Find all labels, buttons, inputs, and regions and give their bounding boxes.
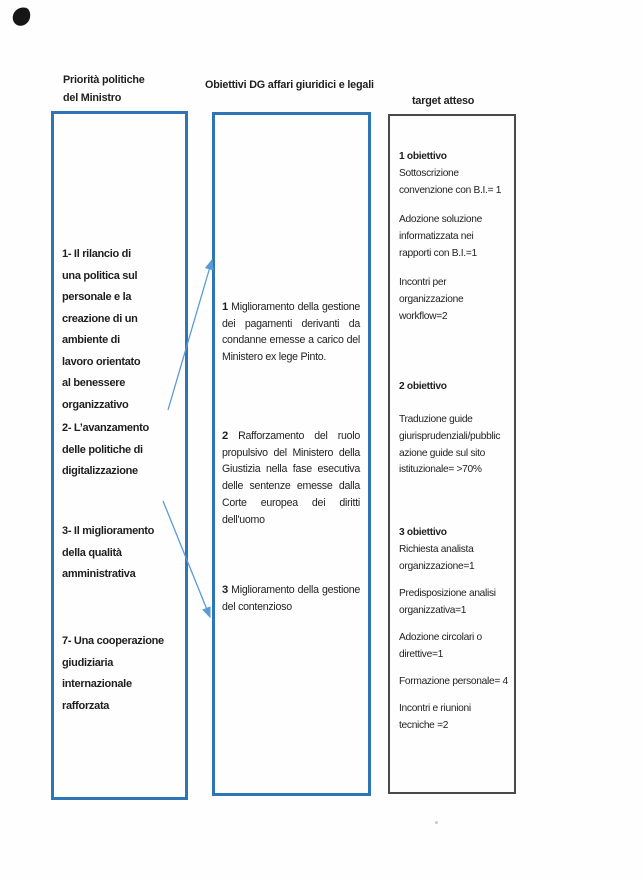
- target-section: 3 obiettivo Richiesta analista organizzazione=1: [399, 527, 475, 572]
- column-header-target: target atteso: [412, 95, 475, 107]
- obiettivi-box: [212, 112, 371, 796]
- target-section: Adozione circolari o direttive=1: [399, 632, 482, 660]
- priority-item: 3- Il miglioramento della qualità amministrativa: [62, 525, 155, 580]
- priority-item: 1- Il rilancio di una politica sul personale e la creazione di un ambiente di lavoro orientato al benessere organizzativo: [62, 248, 141, 411]
- target-section: Traduzione guide giurisprudenziali/pubblic azione guide sul sito istituzionale= >70%: [399, 414, 501, 476]
- priority-item: 7- Una cooperazione giudiziaria internazionale rafforzata: [62, 635, 164, 712]
- priorita-politiche-box: [51, 111, 188, 800]
- header-line: del Ministro: [63, 92, 122, 104]
- target-section: 1 obiettivo Sottoscrizione convenzione con B.I.= 1: [399, 151, 502, 196]
- objective-number: 2: [222, 430, 228, 442]
- target-atteso-box: [388, 114, 516, 794]
- scan-ink-smudge: [11, 5, 32, 28]
- objective-number: 1: [222, 301, 228, 313]
- objective-item: 2 Rafforzamento del ruolo propulsivo del Ministero della Giustizia nella fase esecutiva delle sentenze emesse dalla Corte europea dei diritti dell'uomo: [222, 430, 360, 526]
- objective-item: 1 Miglioramento della gestione dei pagamenti derivanti da condanne emesse a carico del Ministero ex lege Pinto.: [222, 301, 360, 364]
- target-section: 2 obiettivo: [399, 381, 447, 392]
- header-line: Priorità politiche: [63, 74, 145, 86]
- target-section: Adozione soluzione informatizzata nei rapporti con B.I.=1: [399, 214, 482, 259]
- objective-item: 3 Miglioramento della gestione del contenzioso: [222, 584, 360, 613]
- target-section: Predisposizione analisi organizzativa=1: [399, 588, 496, 616]
- objective-number: 3: [222, 584, 228, 596]
- column-header-priorita: [63, 71, 145, 107]
- scan-speck: [435, 821, 438, 824]
- target-section: Incontri per organizzazione workflow=2: [399, 277, 464, 322]
- target-section: Incontri e riunioni tecniche =2: [399, 703, 471, 731]
- target-section: Formazione personale= 4: [399, 676, 508, 687]
- priority-item: 2- L’avanzamento delle politiche di digitalizzazione: [62, 422, 149, 477]
- column-header-obiettivi: Obiettivi DG affari giuridici e legali: [205, 79, 374, 91]
